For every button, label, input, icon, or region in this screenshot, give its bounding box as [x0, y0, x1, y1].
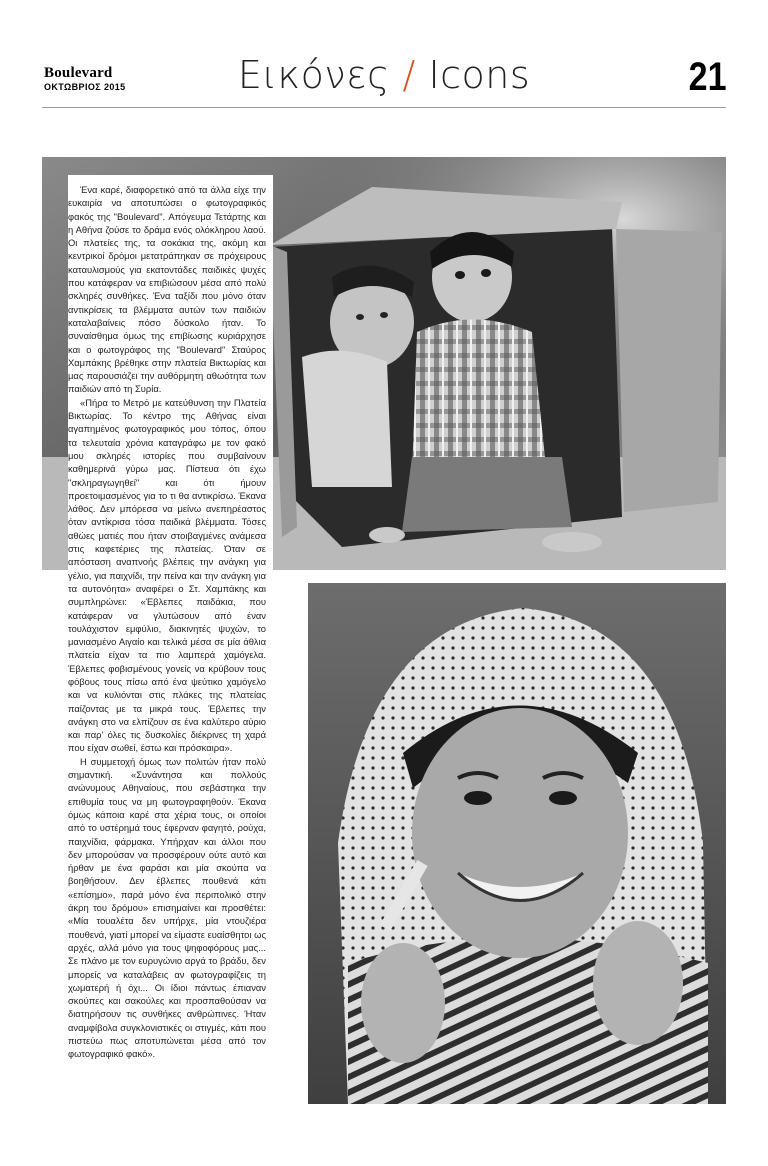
article-paragraph: Ένα καρέ, διαφορετικό από τα άλλα είχε την ευκαιρία να αποτυπώσει ο φωτογραφικός φακός της "Boulevard". Απόγευμα Τετάρτης και η Αθήνα ζούσε το δράμα ενός ολόκληρου λαού. Οι πλατείες της, τα σοκάκια της, ακόμη και κεντρικοί δρόμοι μετατράπηκαν σε πρόχειρους καταυλισμούς για εκατοντάδες παιδικές ψυχές που κατάφεραν να επιβιώσουν μέσα από πολύ σκληρές συνθήκες. Ένα ταξίδι που μόνο όταν αντικρίσεις τα βλέμματα αυτών των παιδιών καταλαβαίνεις πόσο δύσκολο ήταν. Το συναίσθημα όμως της επιβίωσης κυριάρχησε και ο φωτογράφος της "Boulevard" Σταύρος Χαμπάκης βρέθηκε στην πλατεία Βικτωρίας και μας παρουσιάζει την αυθόρμητη αθωότητα των παιδιών από τη Συρία.	[68, 184, 266, 395]
section-title	[0, 52, 768, 98]
section-title-english: Icons	[428, 53, 531, 97]
header-divider	[42, 107, 726, 108]
masthead-logo: Boulevard	[44, 65, 113, 81]
page-number: 21	[688, 55, 726, 99]
photo-girl-headscarf	[308, 583, 726, 1104]
section-title-separator: /	[402, 53, 416, 97]
article-body	[68, 183, 266, 1061]
photo-girl-graphic	[308, 583, 726, 1104]
article-paragraph: Η συμμετοχή όμως των πολιτών ήταν πολύ σημαντική. «Συνάντησα και πολλούς ανώνυμους Αθηναίους, που σεβάστηκα την επιθυμία τους να μη φωτογραφηθούν. Έκανα όμως κάποια καρέ στα χέρια τους, οι οποίοι από το υστέρημά τους έφερναν φαγητό, ρούχα, παιχνίδια, φάρμακα. Υπήρχαν και άλλοι που δεν μπορούσαν να προσφέρουν ούτε αυτό και ήρθαν με ένα φαράσι και μία σκούπα να βοηθήσουν. Δεν έβλεπες πουθενά κάτι «επίσημο», παρά μόνο ένα περιπολικό στην άκρη του δρόμου» επισημαίνει και προσθέτει: «Μία τουαλέτα δεν υπήρχε, μία ντουζιέρα πουθενά, γιατί μπορεί να είμαστε ευαίσθητοι ως αρχές, αλλά μόνο για τους ψηφοφόρους μας... Σε πλάνο με τον ευρυγώνιο αργά το βράδυ, δεν μπορείς να καταλάβεις αν φωτογραφίζεις τη χωματερή ή όχι... Οι ίδιοι πάντως έπιαναν σκούπες και σακούλες και προσπαθούσαν να διατηρήσουν τις συνθήκες ανθρώπινες. Ήταν αναμφίβολα συγκλονιστικές οι στιγμές, κάτι που πιστεύω πως αποτυπώνεται μέσα από τον φωτογραφικό φακό».	[68, 755, 266, 1060]
section-title-greek: Εικόνες	[237, 53, 390, 97]
issue-date: ΟΚΤΩΒΡΙΟΣ 2015	[44, 82, 126, 92]
article-paragraph: «Πήρα το Μετρό με κατεύθυνση την Πλατεία Βικτωρίας. Το κέντρο της Αθήνας είναι αγαπημένος φωτογραφικός μου τόπος, όπου τα τελευταία χρόνια καταγράφω με τον φακό μου σκληρές ιστορίες που συμβαίνουν καθημερινά γύρω μας. Πίστευα ότι έχω "σκληραγωγηθεί" και ότι ήμουν προετοιμασμένος για το τι θα αντικρίσω. Έκανα λάθος. Δεν μπόρεσα να μείνω ανεπηρέαστος όταν αντίκρισα τόσα παιδικά βλέμματα. Τόσες αθώες ματιές που ήταν στοιβαγμένες ανάμεσα στις καφετέριες της πλατείας. Όταν σε απόσταση αναπνοής βλέπεις την ανάγκη για γέλιο, για παιχνίδι, την πείνα και την ανάγκη για τα αυτονόητα» αναφέρει ο Στ. Χαμπάκης και συμπληρώνει: «Έβλεπες παιδάκια, που κατάφεραν να γλυτώσουν από έναν τουλάχιστον εμφύλιο, διακινητές ψυχών, το μανιασμένο Αιγαίο και τελικά μέσα σε μία άθλια πλατεία είχαν τα πιο λαμπερά χαμόγελα. Έβλεπες φοβισμένους γονείς να κρύβουν τους φόβους τους πίσω από ένα ψεύτικο χαμόγελο και να κυλιόνται στις πλάκες της πλατείας παίζοντας με τα μικρά τους. Έβλεπες την ανάγκη στο να ελπίζουν σε ένα καλύτερο αύριο και παρ' όλες τις δυσκολίες διέκρινες τη χαρά που είχαν σωθεί, έστω και πρόσκαιρα».	[68, 396, 266, 754]
page-header	[0, 0, 768, 110]
